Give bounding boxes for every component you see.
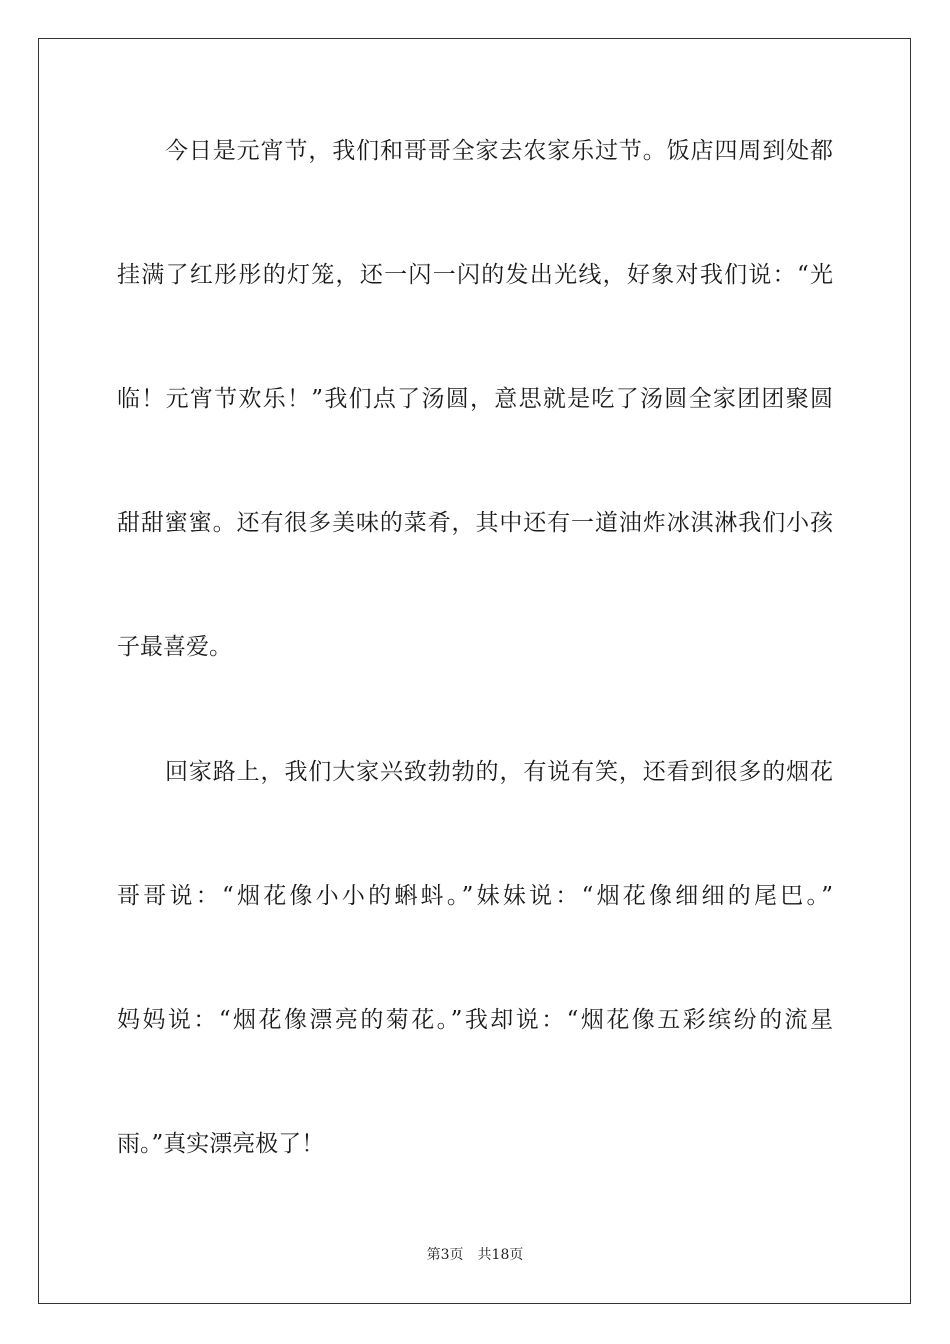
- page-number: 第3页: [426, 1247, 464, 1263]
- paragraph-2-line-4: 雨。”真实漂亮极了！: [117, 1131, 325, 1157]
- page-total: 共18页: [477, 1247, 524, 1263]
- paragraph-2-line-2: 哥哥说：“烟花像小小的蝌蚪。”妹妹说：“烟花像细细的尾巴。”: [117, 883, 833, 909]
- paragraph-1-line-1: 今日是元宵节，我们和哥哥全家去农家乐过节。饭店四周到处都: [165, 138, 833, 164]
- paragraph-2-line-3: 妈妈说：“烟花像漂亮的菊花。”我却说：“烟花像五彩缤纷的流星: [117, 1007, 833, 1033]
- page-footer: [0, 1245, 950, 1265]
- paragraph-1-line-3: 临！元宵节欢乐！”我们点了汤圆，意思就是吃了汤圆全家团团聚圆: [117, 386, 833, 412]
- paragraph-1-line-4: 甜甜蜜蜜。还有很多美味的菜肴，其中还有一道油炸冰淇淋我们小孩: [117, 510, 833, 536]
- paragraph-1-line-5: 子最喜爱。: [117, 634, 232, 660]
- page-border: [38, 38, 911, 1304]
- paragraph-1-line-2: 挂满了红彤彤的灯笼，还一闪一闪的发出光线，好象对我们说：“光: [117, 262, 833, 288]
- paragraph-2-line-1: 回家路上，我们大家兴致勃勃的，有说有笑，还看到很多的烟花: [165, 759, 833, 785]
